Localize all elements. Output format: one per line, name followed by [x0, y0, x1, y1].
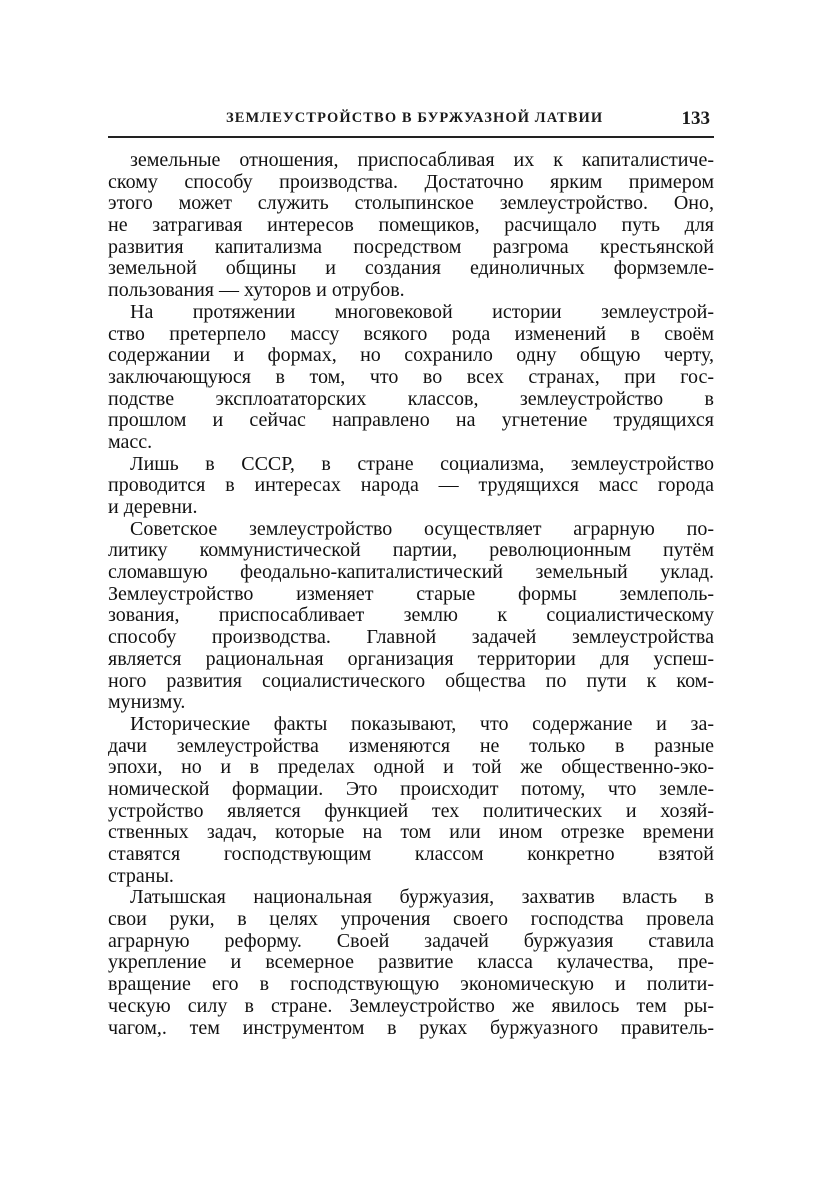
text-line: аграрную реформу. Своей задачей буржуазия ставила — [108, 929, 714, 952]
text-line: вращение его в господствующую экономическую и полити- — [108, 973, 714, 996]
text-line: На протяжении многовековой истории землеустрой- — [130, 300, 714, 323]
text-line: дачи землеустройства изменяются не только в разные — [108, 734, 714, 757]
body-text — [108, 150, 714, 1039]
text-line: этого может служить столыпинское землеустройство. Оно, — [108, 192, 714, 215]
running-head — [108, 108, 716, 134]
text-line: земельные отношения, приспосабливая их к капиталистиче- — [130, 149, 714, 171]
text-line: Латышская национальная буржуазия, захватив власть в — [130, 886, 714, 909]
text-line: номической формации. Это происходит потому, что земле- — [108, 777, 714, 800]
paragraph — [108, 150, 714, 302]
text-line: прошлом и сейчас направлено на угнетение трудящихся — [108, 409, 714, 432]
text-line: ческую силу в стране. Землеустройство же явилось тем ры- — [108, 994, 714, 1017]
paragraph — [108, 454, 714, 519]
text-line: подстве эксплоататорских классов, землеустройство в — [108, 387, 714, 410]
text-line: Советское землеустройство осуществляет аграрную по- — [130, 517, 714, 540]
text-line: земельной общины и создания единоличных формземле- — [108, 257, 714, 280]
text-line: ного развития социалистического общества по пути к ком- — [108, 669, 714, 692]
text-line: является рациональная организация территории для успеш- — [108, 647, 714, 670]
text-line: свои руки, в целях упрочения своего господства провела — [108, 908, 714, 931]
text-line: Лишь в СССР, в стране социализма, землеустройство — [130, 452, 714, 475]
text-line: мунизму. — [108, 691, 186, 714]
text-line: укрепление и всемерное развитие класса кулачества, пре- — [108, 951, 714, 974]
paragraph — [108, 302, 714, 454]
text-line: литику коммунистической партии, революционным путём — [108, 539, 714, 562]
text-line: зования, приспосабливает землю к социалистическому — [108, 604, 714, 627]
text-line: Исторические факты показывают, что содержание и за- — [130, 712, 714, 735]
text-line: ставятся господствующим классом конкретно взятой — [108, 843, 714, 865]
page-number: 133 — [681, 108, 710, 129]
text-line: Землеустройство изменяет старые формы землеполь- — [108, 582, 714, 605]
text-line: пользования — хуторов и отрубов. — [108, 279, 405, 302]
text-line: чагом,. тем инструментом в руках буржуазного правитель- — [108, 1016, 714, 1039]
text-line: ство претерпело массу всякого рода изменений в своём — [108, 322, 714, 345]
text-line: устройство является функцией тех политических и хозяй- — [108, 799, 714, 822]
paragraph — [108, 519, 714, 714]
text-line: развития капитализма посредством разгрома крестьянской — [108, 235, 714, 258]
text-line: не затрагивая интересов помещиков, расчищало путь для — [108, 214, 714, 237]
text-line: заключающуюся в том, что во всех странах, при гос- — [108, 365, 714, 388]
text-line: способу производства. Главной задачей землеустройства — [108, 626, 714, 649]
text-line: скому способу производства. Достаточно ярким примером — [108, 170, 714, 193]
text-line: эпохи, но и в пределах одной и той же общественно-эко- — [108, 756, 714, 779]
text-line: ственных задач, которые на том или ином отрезке времени — [108, 821, 714, 844]
paragraph — [108, 887, 714, 1039]
paragraph — [108, 714, 714, 888]
header-rule — [108, 136, 714, 138]
running-title: ЗЕМЛЕУСТРОЙСТВО В БУРЖУАЗНОЙ ЛАТВИИ — [226, 110, 604, 126]
text-line: и деревни. — [108, 496, 198, 518]
text-line: страны. — [108, 864, 174, 887]
text-line: проводится в интересах народа — трудящихся масс города — [108, 474, 714, 497]
text-line: масс. — [108, 430, 153, 453]
text-line: сломавшую феодально-капиталистический земельный уклад. — [108, 561, 714, 584]
text-line: содержании и формах, но сохранило одну общую черту, — [108, 344, 714, 367]
